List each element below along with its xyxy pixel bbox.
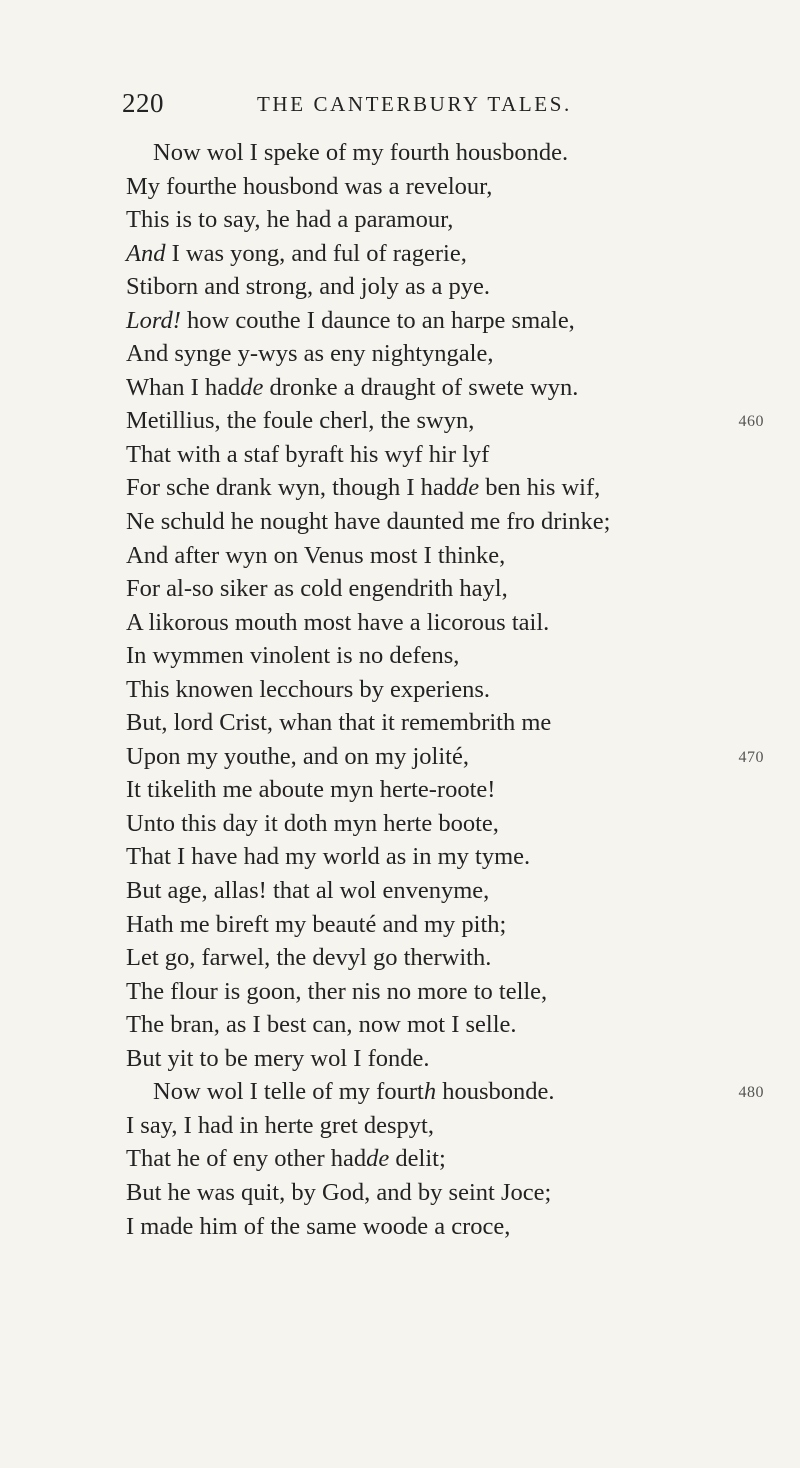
verse-line-text xyxy=(126,572,508,606)
verse-block xyxy=(0,136,800,1243)
text-segment: That I have had my world as in my tyme. xyxy=(126,843,531,871)
verse-line-text xyxy=(126,1142,446,1176)
italic-segment: de xyxy=(366,1145,390,1173)
text-segment: Whan I had xyxy=(126,373,241,401)
verse-line xyxy=(0,840,800,874)
text-segment: My fourthe housbond was a revelour, xyxy=(126,172,493,200)
verse-line-text xyxy=(126,337,493,371)
italic-segment: h xyxy=(423,1078,437,1106)
verse-line xyxy=(0,606,800,640)
verse-line xyxy=(0,572,800,606)
text-segment: It tikelith me aboute myn herte-roote! xyxy=(126,776,496,804)
verse-line-text xyxy=(126,471,600,505)
verse-line-text xyxy=(126,840,530,874)
text-segment: Now wol I telle of my fourt xyxy=(153,1078,424,1106)
text-segment: But he was quit, by God, and by seint Joce; xyxy=(126,1178,552,1206)
verse-line-text xyxy=(126,270,490,304)
text-segment: ben his wif, xyxy=(479,474,601,502)
text-segment: For al-so siker as cold engendrith hayl, xyxy=(126,575,508,603)
verse-line xyxy=(0,740,800,774)
verse-line xyxy=(0,203,800,237)
verse-line xyxy=(0,1176,800,1210)
verse-line-text xyxy=(126,203,453,237)
verse-line xyxy=(0,1109,800,1143)
verse-line xyxy=(0,908,800,942)
italic-segment: de xyxy=(240,373,264,401)
verse-line xyxy=(0,874,800,908)
text-segment: Now wol I speke of my fourth housbonde. xyxy=(153,139,569,166)
verse-line-text xyxy=(126,908,506,942)
verse-line xyxy=(0,673,800,707)
italic-segment: And xyxy=(126,239,166,267)
verse-line-text xyxy=(126,606,549,640)
verse-line xyxy=(0,975,800,1009)
text-segment: Unto this day it doth myn herte boote, xyxy=(126,809,499,837)
verse-line xyxy=(0,404,800,438)
text-segment: The bran, as I best can, now mot I selle. xyxy=(126,1011,517,1039)
text-segment: how couthe I daunce to an harpe smale, xyxy=(180,306,575,334)
text-segment: But, lord Crist, whan that it remembrith me xyxy=(126,709,552,737)
text-segment: Upon my youthe, and on my jolité, xyxy=(126,742,469,770)
verse-line-text xyxy=(153,136,568,170)
verse-line xyxy=(0,1075,800,1109)
text-segment: In wymmen vinolent is no defens, xyxy=(126,642,460,670)
verse-line-text xyxy=(126,941,491,975)
verse-line-text xyxy=(126,1008,517,1042)
italic-segment: Lord! xyxy=(126,306,181,334)
text-segment: delit; xyxy=(389,1145,446,1173)
verse-line-text xyxy=(126,706,551,740)
verse-line-text xyxy=(126,170,492,204)
verse-line-text xyxy=(126,807,499,841)
verse-line-text xyxy=(126,1109,434,1143)
text-segment: This knowen lecchours by experiens. xyxy=(126,675,490,703)
line-number: 480 xyxy=(738,1084,764,1102)
verse-line-text xyxy=(126,1176,551,1210)
text-segment: I was yong, and ful of ragerie, xyxy=(165,239,467,267)
verse-line xyxy=(0,941,800,975)
verse-line xyxy=(0,371,800,405)
text-segment: That he of eny other had xyxy=(126,1145,367,1173)
text-segment: For sche drank wyn, though I had xyxy=(126,474,457,502)
text-segment: housbonde. xyxy=(436,1078,555,1106)
text-segment: That with a staf byraft his wyf hir lyf xyxy=(126,440,490,468)
verse-line xyxy=(0,337,800,371)
text-segment: dronke a draught of swete wyn. xyxy=(263,373,579,401)
running-title: THE CANTERBURY TALES. xyxy=(257,92,572,116)
verse-line xyxy=(0,773,800,807)
text-segment: A likorous mouth most have a licorous tail. xyxy=(126,608,550,636)
verse-line xyxy=(0,270,800,304)
text-segment: Metillius, the foule cherl, the swyn, xyxy=(126,407,475,435)
text-segment: I say, I had in herte gret despyt, xyxy=(126,1111,434,1139)
text-segment: The flour is goon, ther nis no more to telle, xyxy=(126,977,548,1005)
text-segment: Ne schuld he nought have daunted me fro drinke; xyxy=(126,508,611,536)
text-segment: And synge y-wys as eny nightyngale, xyxy=(126,340,494,368)
verse-line-text xyxy=(126,639,459,673)
text-segment: Hath me bireft my beauté and my pith; xyxy=(126,910,507,938)
verse-line-text xyxy=(126,539,505,573)
verse-line-text xyxy=(126,505,610,539)
verse-line-text xyxy=(126,673,490,707)
verse-line-text xyxy=(126,773,495,807)
verse-line xyxy=(0,505,800,539)
italic-segment: de xyxy=(456,474,480,502)
verse-line xyxy=(0,539,800,573)
text-segment: Stiborn and strong, and joly as a pye. xyxy=(126,273,491,301)
text-segment: But age, allas! that al wol envenyme, xyxy=(126,877,490,905)
verse-line xyxy=(0,639,800,673)
verse-line-text xyxy=(126,1042,429,1076)
text-segment: But yit to be mery wol I fonde. xyxy=(126,1044,430,1072)
verse-line-text xyxy=(153,1075,554,1109)
verse-line-text xyxy=(126,371,578,405)
verse-line-text xyxy=(126,874,489,908)
verse-line xyxy=(0,1142,800,1176)
verse-line xyxy=(0,237,800,271)
verse-line xyxy=(0,136,800,170)
page-header xyxy=(122,88,642,124)
verse-line-text xyxy=(126,975,547,1009)
verse-line-text xyxy=(126,237,467,271)
text-segment: This is to say, he had a paramour, xyxy=(126,206,454,234)
line-number: 470 xyxy=(738,748,764,766)
verse-line-text xyxy=(126,438,489,472)
verse-line xyxy=(0,170,800,204)
verse-line xyxy=(0,1008,800,1042)
verse-line xyxy=(0,304,800,338)
verse-line xyxy=(0,471,800,505)
line-number: 460 xyxy=(738,413,764,431)
verse-line-text xyxy=(126,304,575,338)
verse-line xyxy=(0,706,800,740)
text-segment: And after wyn on Venus most I thinke, xyxy=(126,541,506,569)
verse-line-text xyxy=(126,1210,510,1244)
verse-line-text xyxy=(126,404,474,438)
verse-line xyxy=(0,1042,800,1076)
verse-line-text xyxy=(126,740,469,774)
text-segment: I made him of the same woode a croce, xyxy=(126,1212,511,1240)
verse-line xyxy=(0,807,800,841)
verse-line xyxy=(0,1210,800,1244)
verse-line xyxy=(0,438,800,472)
text-segment: Let go, farwel, the devyl go therwith. xyxy=(126,944,492,972)
page-number: 220 xyxy=(122,88,164,118)
